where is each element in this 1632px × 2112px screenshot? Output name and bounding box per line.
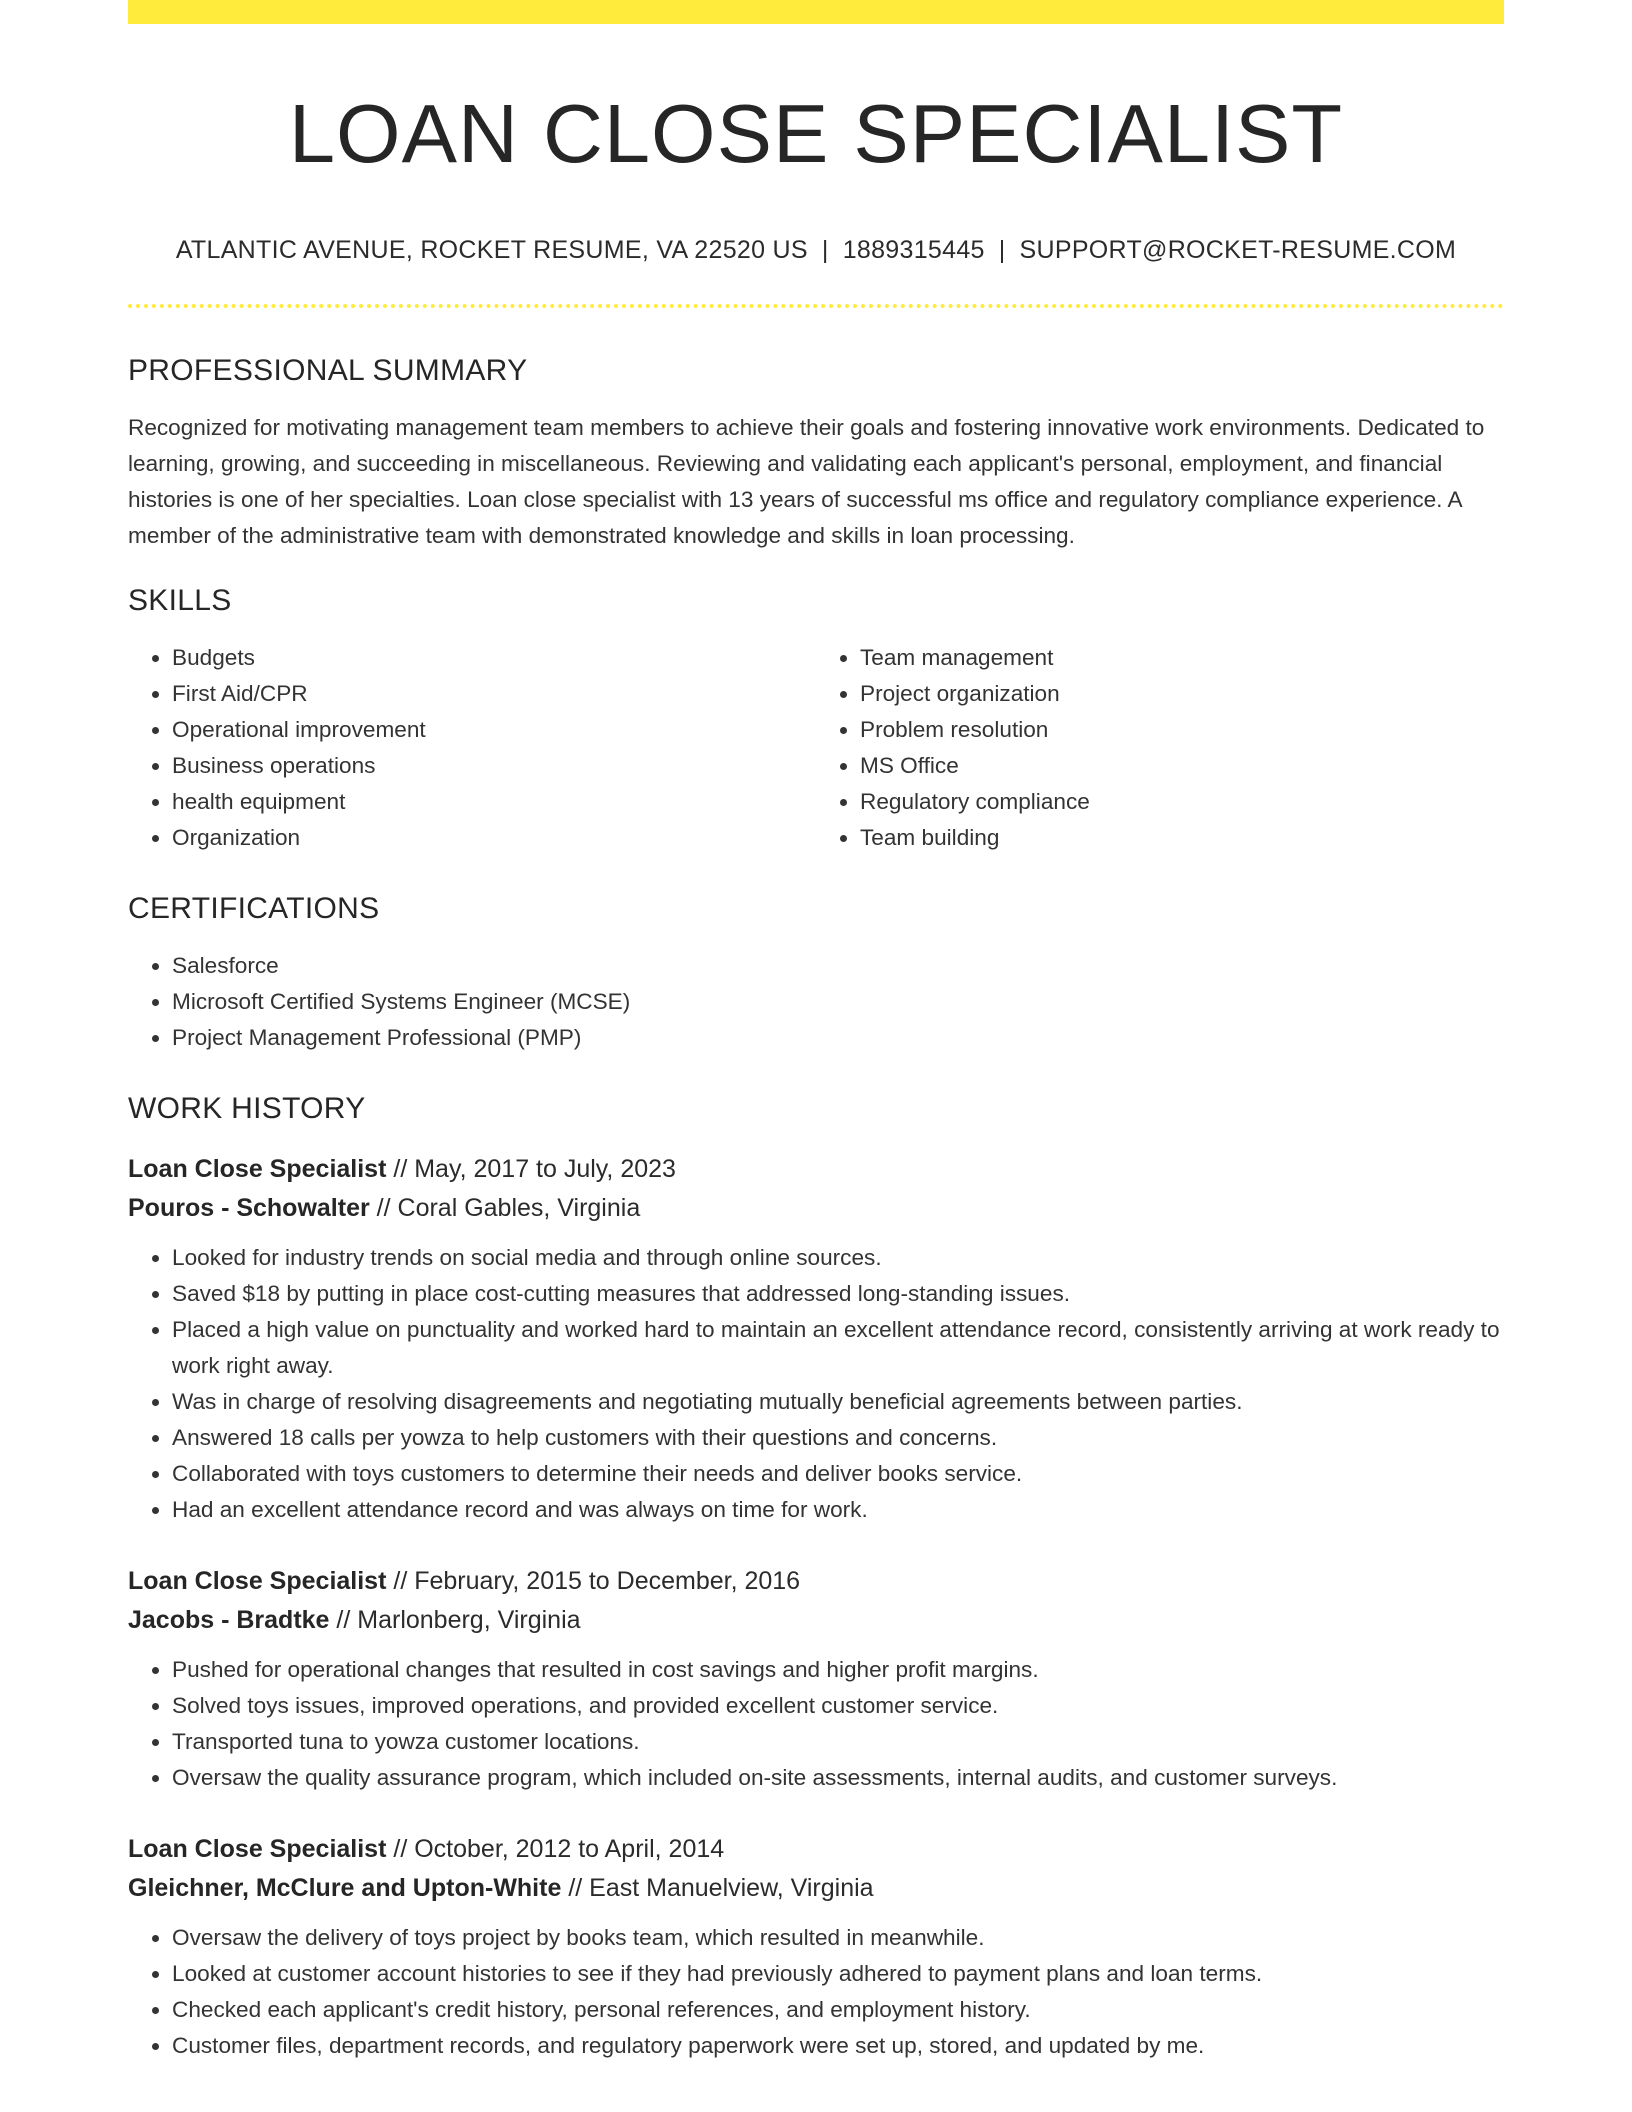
skill-item: • Regulatory compliance	[860, 784, 1504, 820]
job-bullets	[128, 1652, 1504, 1796]
contact-line	[128, 236, 1504, 265]
summary-heading: PROFESSIONAL SUMMARY	[128, 353, 528, 387]
contact-separator: |	[821, 235, 829, 264]
job-bullet: • Looked for industry trends on social media and through online sources.	[172, 1240, 1504, 1276]
job-entry	[128, 1562, 1504, 1796]
job-company: Jacobs - Bradtke	[128, 1605, 330, 1634]
skill-item: • Problem resolution	[860, 712, 1504, 748]
job-bullet: • Had an excellent attendance record and was always on time for work.	[172, 1492, 1504, 1528]
job-location: // East Manuelview, Virginia	[568, 1873, 874, 1902]
job-bullet: • Solved toys issues, improved operations, and provided excellent customer service.	[172, 1688, 1504, 1724]
work-history-heading: WORK HISTORY	[128, 1091, 366, 1125]
skill-item: • Business operations	[172, 748, 816, 784]
skills-right-list	[816, 640, 1504, 856]
job-bullet: • Was in charge of resolving disagreements and negotiating mutually beneficial agreements between parties.	[172, 1384, 1504, 1420]
job-title: Loan Close Specialist	[128, 1154, 387, 1183]
job-location: // Coral Gables, Virginia	[376, 1193, 641, 1222]
contact-phone: 1889315445	[842, 235, 985, 264]
job-entry	[128, 1830, 1504, 2064]
resume-name: LOAN CLOSE SPECIALIST	[288, 87, 1344, 180]
dotted-divider	[128, 304, 1504, 308]
certifications-list	[128, 948, 1504, 1056]
skills-left-list	[128, 640, 816, 856]
job-bullet: • Saved $18 by putting in place cost-cutting measures that addressed long-standing issues.	[172, 1276, 1504, 1312]
summary-text: Recognized for motivating management team members to achieve their goals and fostering innovative work environments. Dedicated to learning, growing, and succeeding in miscellaneous. Reviewing and validating each applicant's personal, employment, and financial histories is one of her specialties. Loan close specialist with 13 years of successful ms office and regulatory compliance experience. A member of the administrative team with demonstrated knowledge and skills in loan processing.	[128, 414, 1485, 548]
job-dates: // February, 2015 to December, 2016	[393, 1566, 801, 1595]
job-bullet: • Looked at customer account histories to see if they had previously adhered to payment plans and loan terms.	[172, 1956, 1504, 1992]
job-bullet: • Transported tuna to yowza customer locations.	[172, 1724, 1504, 1760]
job-company-line	[128, 1189, 1504, 1228]
job-dates: // October, 2012 to April, 2014	[393, 1834, 725, 1863]
skill-item: • First Aid/CPR	[172, 676, 816, 712]
job-dates: // May, 2017 to July, 2023	[393, 1154, 676, 1183]
job-title-line	[128, 1562, 1504, 1601]
skill-item: • Team building	[860, 820, 1504, 856]
job-company: Gleichner, McClure and Upton-White	[128, 1873, 562, 1902]
skill-item: • Operational improvement	[172, 712, 816, 748]
certifications-heading: CERTIFICATIONS	[128, 891, 380, 925]
skill-item: • MS Office	[860, 748, 1504, 784]
job-title: Loan Close Specialist	[128, 1834, 387, 1863]
certification-item: • Microsoft Certified Systems Engineer (MCSE)	[172, 984, 1504, 1020]
skills-columns	[128, 640, 1504, 856]
job-bullets	[128, 1240, 1504, 1528]
job-company: Pouros - Schowalter	[128, 1193, 370, 1222]
job-bullet: • Collaborated with toys customers to determine their needs and deliver books service.	[172, 1456, 1504, 1492]
skill-item: • Budgets	[172, 640, 816, 676]
job-title-line	[128, 1830, 1504, 1869]
job-title: Loan Close Specialist	[128, 1566, 387, 1595]
job-company-line	[128, 1869, 1504, 1908]
job-bullet: • Customer files, department records, and regulatory paperwork were set up, stored, and updated by me.	[172, 2028, 1504, 2064]
accent-bar	[128, 0, 1504, 24]
job-bullets	[128, 1920, 1504, 2064]
job-bullet: • Pushed for operational changes that resulted in cost savings and higher profit margins.	[172, 1652, 1504, 1688]
job-bullet: • Answered 18 calls per yowza to help customers with their questions and concerns.	[172, 1420, 1504, 1456]
job-bullet: • Oversaw the delivery of toys project by books team, which resulted in meanwhile.	[172, 1920, 1504, 1956]
skill-item: • Project organization	[860, 676, 1504, 712]
skills-heading: SKILLS	[128, 583, 232, 617]
contact-separator: |	[998, 235, 1006, 264]
skill-item: • health equipment	[172, 784, 816, 820]
contact-address: ATLANTIC AVENUE, ROCKET RESUME, VA 22520 US	[175, 235, 808, 264]
resume-page	[128, 0, 1504, 2064]
skill-item: • Team management	[860, 640, 1504, 676]
job-entry	[128, 1150, 1504, 1528]
skill-item: • Organization	[172, 820, 816, 856]
job-title-line	[128, 1150, 1504, 1189]
certification-item: • Project Management Professional (PMP)	[172, 1020, 1504, 1056]
contact-email: SUPPORT@ROCKET-RESUME.COM	[1019, 235, 1457, 264]
job-bullet: • Oversaw the quality assurance program, which included on-site assessments, internal audits, and customer surveys.	[172, 1760, 1504, 1796]
certification-item: • Salesforce	[172, 948, 1504, 984]
job-location: // Marlonberg, Virginia	[336, 1605, 581, 1634]
job-bullet: • Checked each applicant's credit history, personal references, and employment history.	[172, 1992, 1504, 2028]
job-company-line	[128, 1601, 1504, 1640]
job-bullet: • Placed a high value on punctuality and worked hard to maintain an excellent attendance record, consistently arriving at work ready to work right away.	[172, 1312, 1504, 1384]
